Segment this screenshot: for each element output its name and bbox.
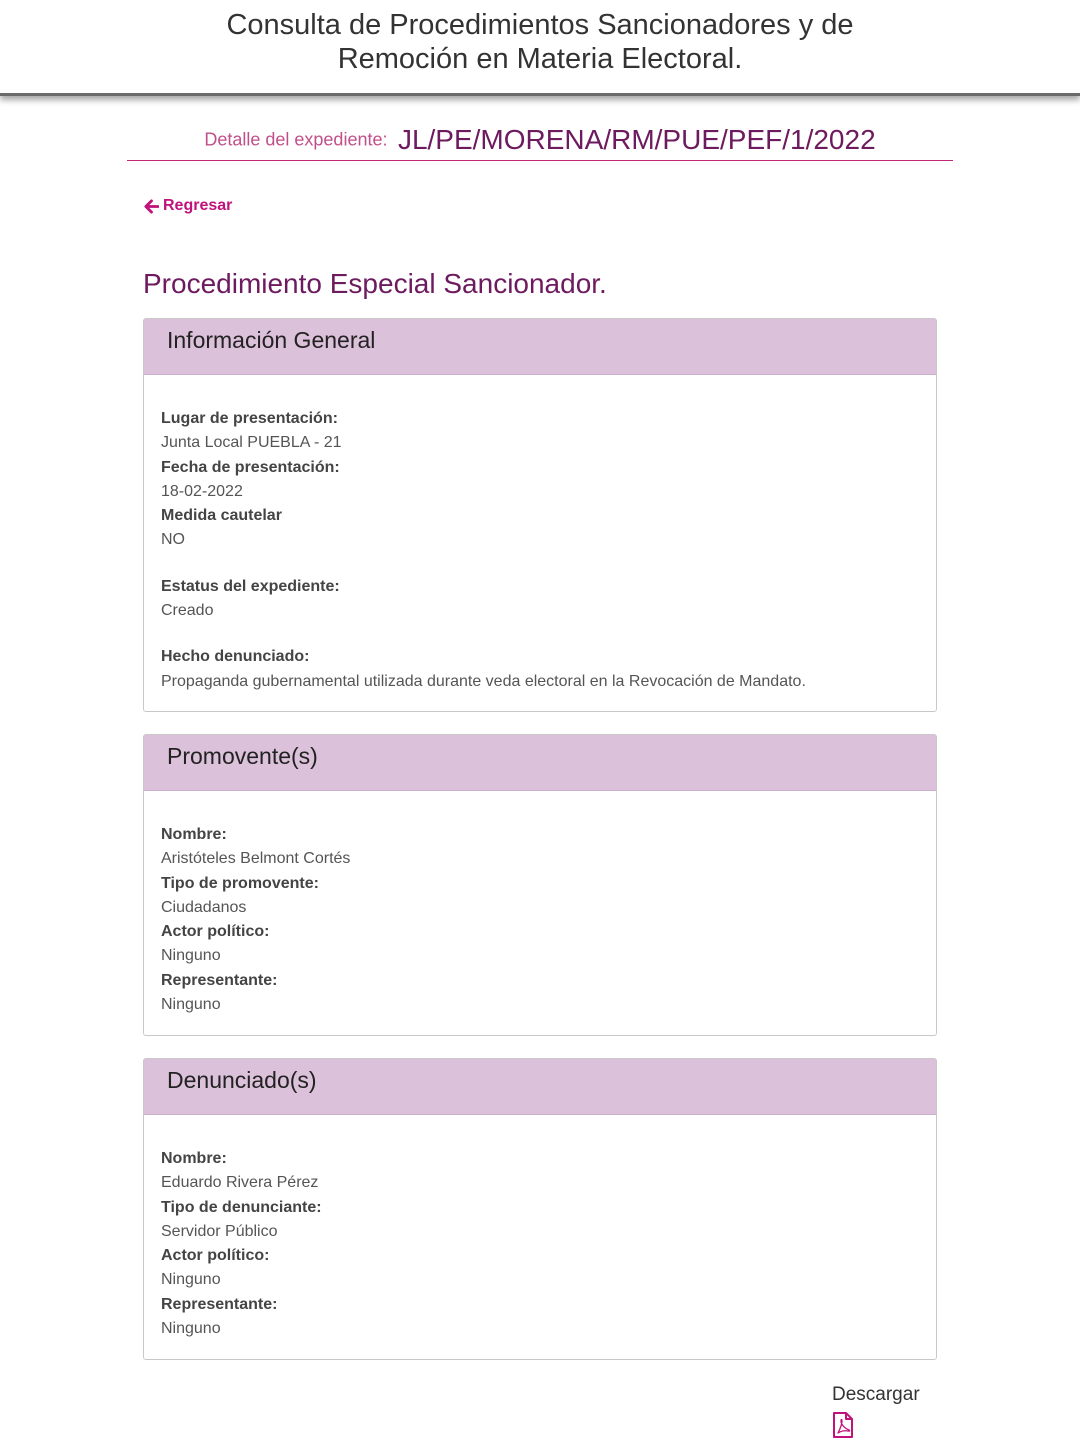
field-value: Aristóteles Belmont Cortés	[161, 850, 351, 868]
field-value: Eduardo Rivera Pérez	[161, 1174, 319, 1192]
field-label: Estatus del expediente:	[161, 577, 340, 595]
field-label: Tipo de denunciante:	[161, 1198, 322, 1216]
field-label: Hecho denunciado:	[161, 648, 310, 666]
field-label: Nombre:	[161, 826, 227, 843]
arrow-left-icon	[144, 199, 159, 214]
field-value: Propaganda gubernamental utilizada durante veda electoral en la Revocación de Mandato.	[161, 672, 806, 690]
field-value: Servidor Público	[161, 1222, 278, 1240]
page-header	[0, 0, 1080, 96]
field-label: Nombre:	[161, 1150, 227, 1167]
denunciado-panel	[143, 1058, 937, 1360]
panel-heading: Denunciado(s)	[144, 1059, 936, 1115]
field-value: Junta Local PUEBLA - 21	[161, 434, 342, 452]
field-value: NO	[161, 531, 185, 549]
field-label: Representante:	[161, 971, 278, 989]
field-label: Actor político:	[161, 923, 270, 941]
field-label: Representante:	[161, 1295, 278, 1313]
field-value: Ninguno	[161, 1271, 221, 1289]
field-value: Ninguno	[161, 996, 221, 1014]
promovente-panel	[143, 734, 937, 1036]
panel-body	[144, 375, 936, 714]
procedure-title: Procedimiento Especial Sancionador.	[143, 268, 607, 299]
panel-heading: Promovente(s)	[144, 735, 936, 791]
field-value: Ninguno	[161, 1320, 221, 1338]
field-label: Actor político:	[161, 1247, 270, 1265]
back-link[interactable]	[144, 197, 232, 215]
field-label: Fecha de presentación:	[161, 458, 340, 476]
page-title: Consulta de Procedimientos Sancionadores y de Remoción en Materia Electoral.	[226, 9, 854, 75]
panel-heading: Información General	[144, 319, 936, 375]
expediente-bar	[127, 124, 953, 161]
field-label: Tipo de promovente:	[161, 874, 319, 892]
back-label: Regresar	[163, 197, 233, 214]
expediente-number: JL/PE/MORENA/RM/PUE/PEF/1/2022	[397, 124, 876, 155]
field-value: Ciudadanos	[161, 898, 247, 916]
field-label: Medida cautelar	[161, 507, 282, 525]
general-info-panel	[143, 318, 937, 712]
pdf-file-icon[interactable]	[832, 1412, 854, 1438]
expediente-label: Detalle del expediente:	[204, 129, 388, 150]
field-value: Ninguno	[161, 947, 221, 965]
panel-body	[144, 1115, 936, 1361]
field-value: 18-02-2022	[161, 482, 243, 500]
status-value: Creado	[161, 602, 214, 620]
download-link[interactable]: Descargar	[832, 1384, 920, 1405]
panel-body	[144, 791, 936, 1037]
field-label: Lugar de presentación:	[161, 410, 338, 427]
